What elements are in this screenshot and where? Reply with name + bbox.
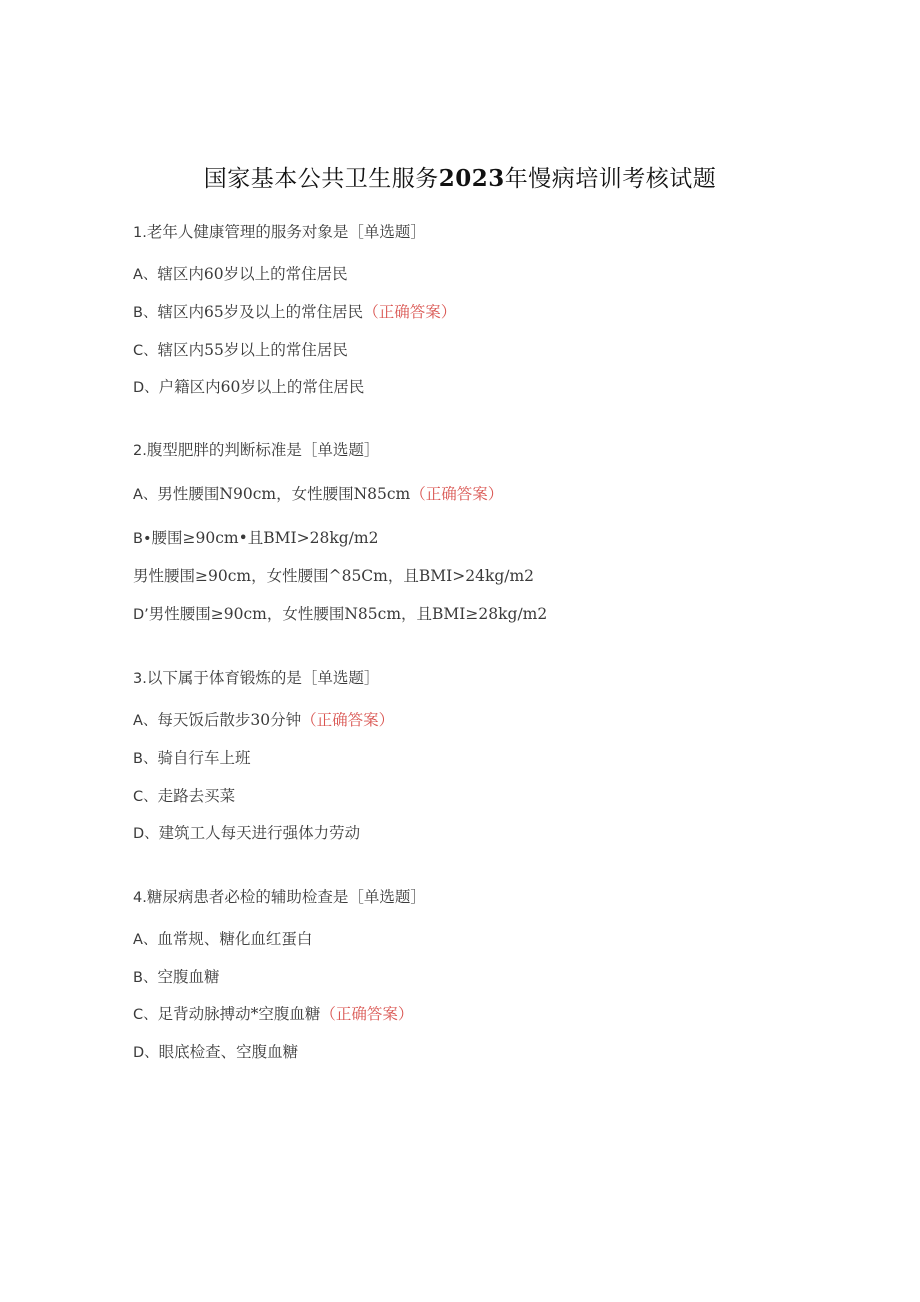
question-1-option-a (133, 264, 348, 285)
question-1-option-d (133, 377, 364, 398)
question-4-option-c (133, 1004, 413, 1025)
question-3-option-b (133, 748, 250, 769)
option-label: C、 (133, 1007, 158, 1023)
option-label: D、 (133, 1045, 159, 1061)
option-text: 男性腰围≥90cm，女性腰围^85Cm，且BMI>24kg∕m2 (133, 567, 535, 585)
question-2-option-c (133, 566, 534, 587)
question-2-option-a (133, 484, 503, 505)
question-3-option-d (133, 823, 360, 844)
option-label: D’ (133, 607, 149, 623)
question-1-option-c (133, 340, 348, 361)
option-text: 血常规、糖化血红蛋白 (157, 930, 313, 948)
option-text: 男性腰围≥90cm，女性腰围N85cm，且BMI≥28kg∕m2 (148, 605, 548, 623)
option-label: A、 (133, 932, 158, 948)
option-label: B、 (133, 751, 158, 767)
question-4-option-b (133, 967, 219, 988)
option-text: 走路去买菜 (157, 787, 236, 805)
question-4-option-d (133, 1042, 298, 1063)
option-text: 辖区内60岁以上的常住居民 (157, 265, 348, 283)
question-1-stem (133, 222, 426, 243)
title-suffix: 年慢病培训考核试题 (504, 166, 717, 192)
option-label: A、 (133, 487, 158, 503)
question-4-option-a (133, 929, 312, 950)
option-text: 每天饭后散步30分钟 (157, 711, 302, 729)
correct-answer-mark: （正确答案） (320, 1005, 414, 1023)
question-number: 3. (133, 671, 147, 687)
option-text: 辖区内55岁以上的常住居民 (157, 341, 348, 359)
correct-answer-mark: （正确答案） (410, 485, 504, 503)
option-label: A、 (133, 267, 158, 283)
question-2-option-b (133, 528, 378, 549)
option-text: 腰围≥90cm•且BMI>28kg∕m2 (151, 529, 379, 547)
option-label: C、 (133, 789, 158, 805)
question-text: 以下属于体育锻炼的是［单选题］ (146, 669, 380, 687)
option-label: A、 (133, 713, 158, 729)
option-text: 建筑工人每天进行强体力劳动 (158, 824, 361, 842)
option-label: B、 (133, 970, 158, 986)
option-label: B、 (133, 305, 158, 321)
option-text: 足背动脉搏动*空腹血糖 (157, 1005, 321, 1023)
option-label: C、 (133, 343, 158, 359)
question-3-option-a (133, 710, 394, 731)
option-label: D、 (133, 380, 159, 396)
option-text: 空腹血糖 (157, 968, 220, 986)
option-text: 男性腰围N90cm，女性腰围N85cm (157, 485, 411, 503)
option-text: 眼底检查、空腹血糖 (158, 1043, 299, 1061)
option-text: 辖区内65岁及以上的常住居民 (157, 303, 364, 321)
title-year: 2023 (438, 165, 505, 192)
question-text: 腹型肥胖的判断标准是［单选题］ (146, 441, 380, 459)
question-2-option-d (133, 604, 547, 625)
correct-answer-mark: （正确答案） (301, 711, 395, 729)
question-number: 2. (133, 443, 147, 459)
option-text: 骑自行车上班 (157, 749, 251, 767)
question-2-stem (133, 440, 379, 461)
question-number: 4. (133, 890, 147, 906)
option-label: B• (133, 531, 152, 547)
document-title (0, 160, 920, 193)
question-number: 1. (133, 225, 147, 241)
option-text: 户籍区内60岁以上的常住居民 (158, 378, 365, 396)
correct-answer-mark: （正确答案） (363, 303, 457, 321)
question-text: 糖尿病患者必检的辅助检查是［单选题］ (146, 888, 426, 906)
option-label: D、 (133, 826, 159, 842)
title-prefix: 国家基本公共卫生服务 (203, 166, 439, 192)
question-1-option-b (133, 302, 456, 323)
question-text: 老年人健康管理的服务对象是［单选题］ (146, 223, 426, 241)
question-3-option-c (133, 786, 235, 807)
question-4-stem (133, 887, 426, 908)
question-3-stem (133, 668, 379, 689)
